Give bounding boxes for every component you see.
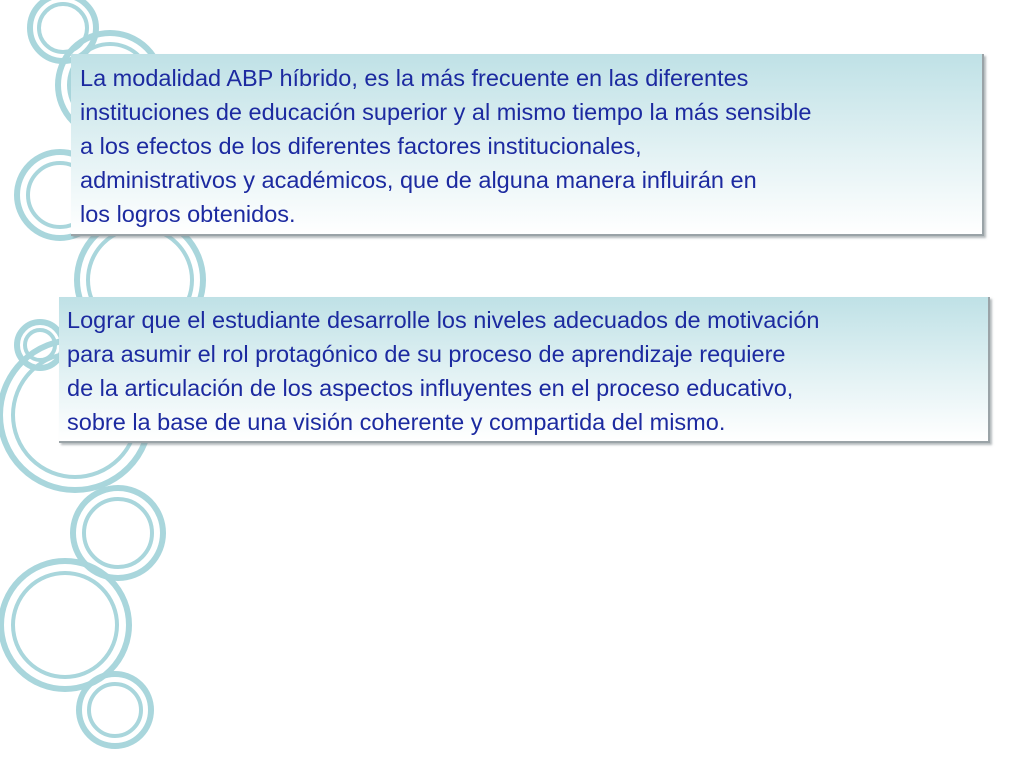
text-box-motivacion [59, 297, 990, 443]
paragraph-motivacion: Lograr que el estudiante desarrolle los niveles adecuados de motivación para asumir el rol protagónico de su proceso de aprendizaje requiere de la articulación de los aspectos influyentes en el proceso educativo, sobre la base de una visión coherente y compartida del mismo. [67, 307, 820, 435]
paragraph-abp-hibrido: La modalidad ABP híbrido, es la más frecuente en las diferentes instituciones de educación superior y al mismo tiempo la más sensible a los efectos de los diferentes factores institucionales, administrativos y académicos, que de alguna manera influirán en los logros obtenidos. [80, 65, 812, 227]
text-box-abp-hibrido [71, 54, 984, 236]
